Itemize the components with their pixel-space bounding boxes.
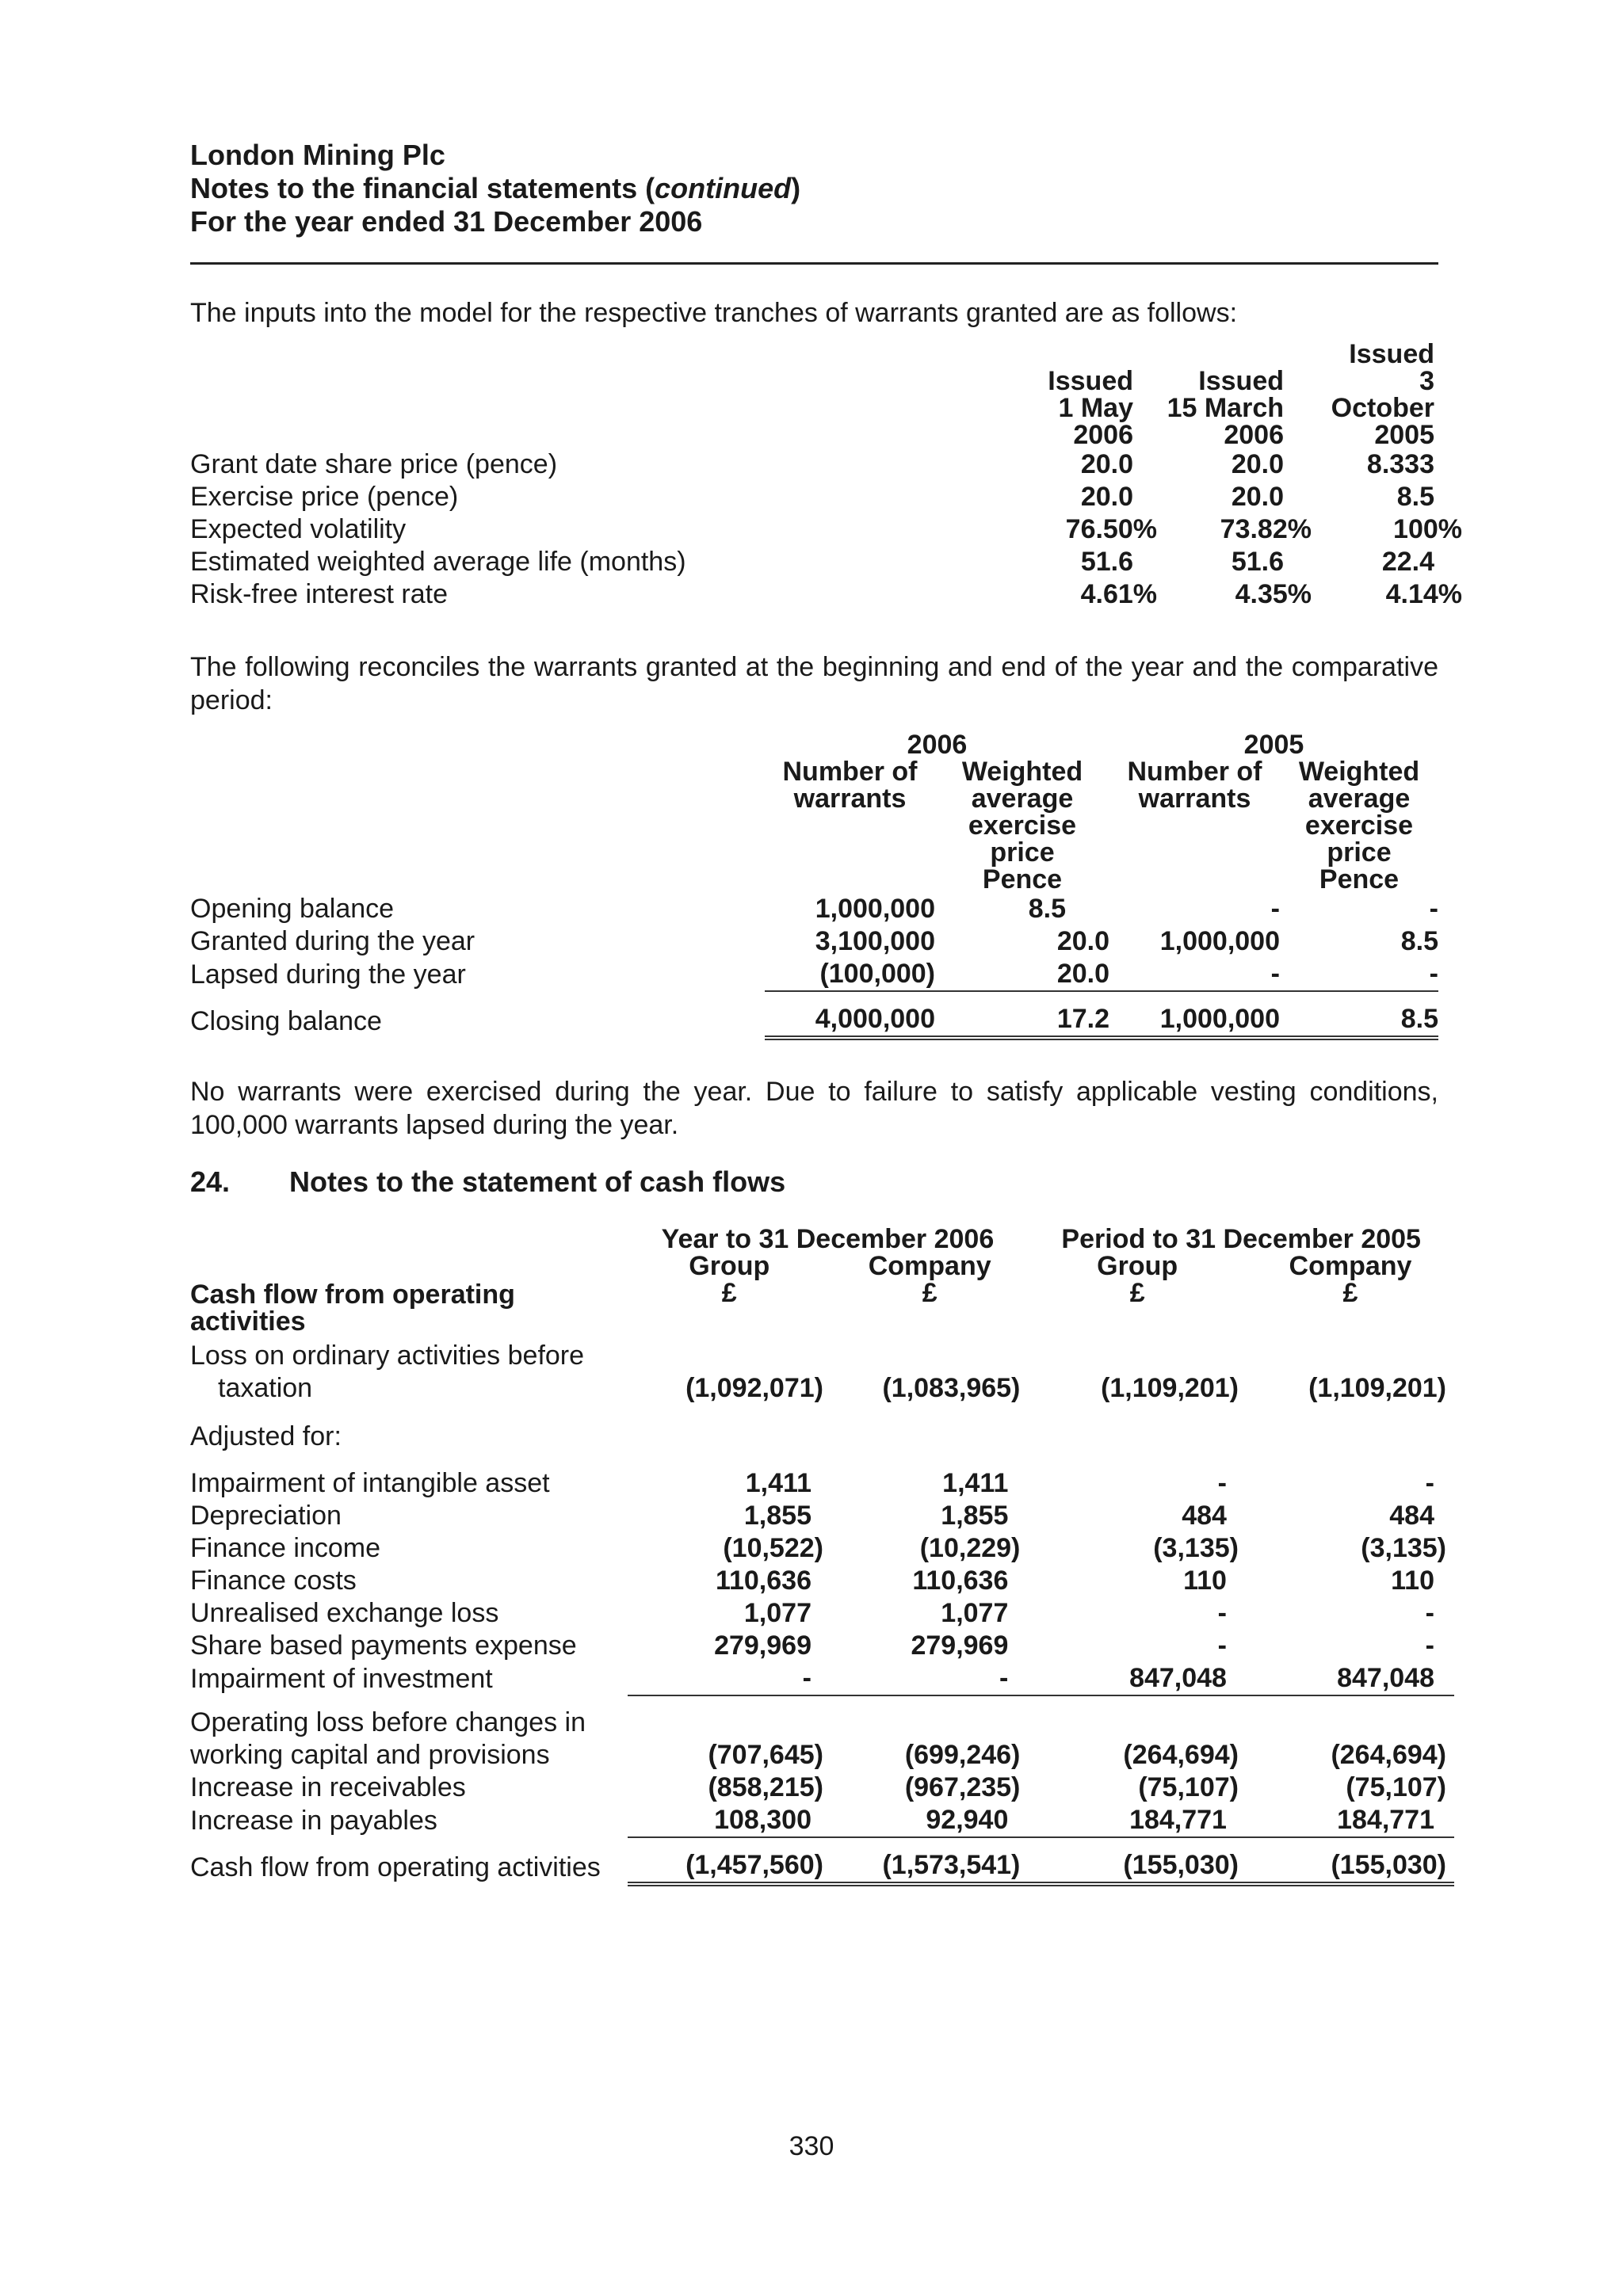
table-row: Finance costs 110,636 110,636 110 110: [190, 1566, 1434, 1596]
warrants-note: No warrants were exercised during the year. Due to failure to satisfy applicable vesting conditions, 100,000 warrants lapsed during the year.: [190, 1077, 1438, 1140]
table-row: Loss on ordinary activities before taxation (1,092,071) (1,083,965) (1,109,201) (1,109,201): [190, 1341, 1446, 1403]
model-inputs-intro: The inputs into the model for the respective tranches of warrants granted are as follows:: [190, 298, 1238, 328]
section-label: Cash flow from operating activities: [190, 1280, 515, 1337]
section-heading: 24. Notes to the statement of cash flows: [190, 1165, 786, 1198]
period-2005-header: Period to 31 December 2005: [1061, 1224, 1421, 1254]
table-row: Share based payments expense 279,969 279,969 - -: [190, 1630, 1434, 1661]
table-row: Operating loss before changes in working capital and provisions (707,645) (699,246) (264,694) (264,694): [190, 1707, 1446, 1770]
table-row: Finance income (10,522) (10,229) (3,135) (3,135): [190, 1533, 1446, 1563]
table-row: Grant date share price (pence) 20.0 20.0 8.333: [190, 449, 1434, 479]
model-inputs-header-row: [190, 341, 1462, 448]
warrants-table: [190, 731, 1438, 1040]
weighted-price-header: Weighted average exercise price Pence: [961, 757, 1083, 894]
group-header: Group £: [1097, 1251, 1178, 1308]
number-of-warrants-header: Number of warrants: [1127, 757, 1262, 814]
column-header: Issued 3 October 2005: [1331, 339, 1434, 450]
table-row: Impairment of intangible asset 1,411 1,411 - -: [190, 1468, 1434, 1498]
company-header: Company £: [868, 1251, 991, 1308]
cash-flow-period-row: [190, 1226, 1454, 1253]
warrants-header-row: [190, 758, 1438, 893]
group-header: Group £: [689, 1251, 770, 1308]
warrants-year-row: [190, 731, 1438, 758]
table-row: Unrealised exchange loss 1,077 1,077 - -: [190, 1598, 1434, 1628]
table-row: Opening balance 1,000,000 8.5 - -: [190, 894, 1438, 924]
number-of-warrants-header: Number of warrants: [782, 757, 918, 814]
table-row: Lapsed during the year (100,000) 20.0 - -: [190, 959, 1438, 990]
header-divider: [190, 262, 1438, 265]
notes-title: Notes to the financial statements (continued): [190, 172, 801, 204]
table-row: Impairment of investment - - 847,048 847,048: [190, 1662, 1454, 1695]
table-row: Expected volatility 76.50% 73.82% 100%: [190, 514, 1462, 544]
page-content: [190, 139, 1462, 1886]
table-row: Granted during the year 3,100,000 20.0 1,000,000 8.5: [190, 926, 1438, 956]
model-inputs-table: [190, 341, 1462, 611]
table-row: Risk-free interest rate 4.61% 4.35% 4.14%: [190, 579, 1462, 609]
table-row: Estimated weighted average life (months) 51.6 51.6 22.4: [190, 547, 1434, 577]
table-row: Depreciation 1,855 1,855 484 484: [190, 1501, 1434, 1531]
column-header: Issued 15 March 2006: [1167, 366, 1284, 450]
table-row: Exercise price (pence) 20.0 20.0 8.5: [190, 482, 1434, 512]
table-row: Closing balance 4,000,000 17.2 1,000,000 8.5: [190, 991, 1438, 1038]
cash-flow-header-row: [190, 1253, 1454, 1335]
document-header: [190, 139, 1438, 265]
period-title: For the year ended 31 December 2006: [190, 205, 703, 238]
table-row: Increase in receivables (858,215) (967,235) (75,107) (75,107): [190, 1772, 1446, 1802]
cash-flow-table: [190, 1226, 1454, 1886]
company-name: London Mining Plc: [190, 139, 445, 171]
period-2006-header: Year to 31 December 2006: [661, 1224, 995, 1254]
year-2006-header: 2006: [907, 730, 968, 760]
table-row: Adjusted for:: [190, 1421, 342, 1451]
warrants-intro: The following reconciles the warrants granted at the beginning and end of the year and the comparative period:: [190, 652, 1438, 715]
column-header: Issued 1 May 2006: [1048, 366, 1133, 450]
table-row: Increase in payables 108,300 92,940 184,771 184,771: [190, 1804, 1454, 1837]
table-row: Cash flow from operating activities (1,457,560) (1,573,541) (155,030) (155,030): [190, 1837, 1454, 1884]
company-header: Company £: [1289, 1251, 1412, 1308]
weighted-price-header: Weighted average exercise price Pence: [1298, 757, 1420, 894]
page-number: 330: [789, 2131, 834, 2161]
year-2005-header: 2005: [1243, 730, 1304, 760]
